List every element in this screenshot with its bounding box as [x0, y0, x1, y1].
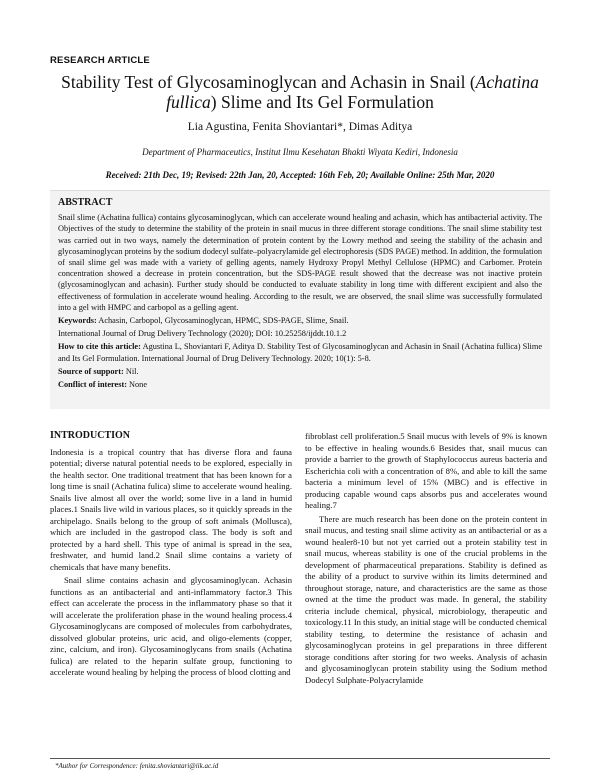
source-of-support: Source of support: Nil.: [58, 366, 139, 376]
right-column: [305, 431, 547, 688]
paper-title: [45, 72, 555, 112]
intro-paragraph: Snail slime contains achasin and glycosaminoglycan. Achasin functions as an antibacterial and anti-inflammatory factor.3 This effect can accelerate the process in the inflammatory phase so that it will accelerate the proliferation phase in the wound healing process.4 Glycosaminoglycans are composed of molecules from carbohydrates, dissolved globular proteins, uric acid, and oligo-elements (copper, zinc, calcium, and iron). Glycosaminoglycans from snails (Achatina fulica) are related to the heparin sulfate group, functioning to accelerate wound healing by helping the process of blood clotting and: [50, 575, 292, 677]
authors: Lia Agustina, Fenita Shoviantari*, Dimas Aditya: [187, 121, 413, 133]
left-column: [50, 430, 292, 681]
journal-doi: International Journal of Drug Delivery Technology (2020); DOI: 10.25258/ijddt.10.1.2: [58, 329, 347, 339]
article-type-label: RESEARCH ARTICLE: [50, 55, 150, 66]
title-part: Stability Test of Glycosaminoglycan and Achasin in Snail (: [61, 72, 476, 92]
correspondence-footnote: *Author for Correspondence: fenita.shoviantari@iik.ac.id: [55, 762, 219, 770]
abstract-body: Snail slime (Achatina fullica) contains glycosaminoglycan, which can accelerate wound healing and achasin, which has antibacterial activity. The Objectives of the study to determine the stability of the protein in snail mucus in three different storage conditions. The snail slime stability test was carried out in two ways, namely the determination of protein content by the Lowry method and seeing the stability of the achasin and glycosaminoglycan proteins by the sodium dodecyl sulfate–polyacrylamide gel electrophoresis (SDS PAGE) method. In addition, the formulation of snail slime gel was made with a variety of gelling agents, namely Hydroxy Propyl Methyl Cellulose (HPMC) and Carbomer. Protein concentration showed a decrease in protein concentration, but the SDS-PAGE result showed that the decrease was not inactive protein (glycosaminoglycan and achasin). Further study should be conducted to evaluate stability in long time with different excipient and also the effectiveness of formulation in accelerate wound healing. According to the result, we are observed, the snail slime was successfully formulated into a gel with HMPC and carbopol as a gelling agent.: [58, 213, 542, 312]
title-italic: Achatina fullica: [166, 72, 539, 112]
keywords: Keywords: Achasin, Carbopol, Glycosaminoglycan, HPMC, SDS-PAGE, Slime, Snail.: [58, 316, 349, 326]
footnote-divider: [50, 758, 550, 759]
conflict-of-interest: Conflict of interest: None: [58, 380, 148, 390]
citation: How to cite this article: Agustina L, Shoviantari F, Aditya D. Stability Test of Glycosaminoglycan and Achasin in Snail (Achatina fullica) Slime and Its Gel Formulation. International Journal of Drug Delivery Technology. 2020; 10(1): 5-8.: [58, 342, 542, 363]
intro-paragraph: There are much research has been done on the protein content in snail mucus, and testing snail slime activity as an antibacterial or as a wound healer8-10 but not yet carried out a protein stability test in snail mucus, whereas stability is one of the crucial problems in the development of pharmaceutical preparations. Stability is defined as the ability of a product to survive within its limits determined and throughout storage, nature, and characteristics are the same as those owned at the time the product was made. In general, the stability criteria include chemical, physical, microbiology, therapeutic and toxicology.11 In this study, an initial stage will be conducted chemical stability testing, to determine the resistance of achasin and glycosaminoglycan proteins in gel preparations in three different storage conditions after storing for two weeks. Analysis of achasin and glycosaminoglycan protein stability using the Sodium method Dodecyl Sulphate-Polyacrylamide: [305, 513, 547, 685]
publication-dates: Received: 21th Dec, 19; Revised: 22th Jan, 20, Accepted: 16th Feb, 20; Available Online: 25th Mar, 2020: [105, 170, 495, 180]
introduction-heading: INTRODUCTION: [50, 430, 131, 441]
affiliation: Department of Pharmaceutics, Institut Ilmu Kesehatan Bhakti Wiyata Kediri, Indonesia: [142, 147, 458, 157]
intro-paragraph: Indonesia is a tropical country that has diverse flora and fauna potential; diverse natural potential needs to be explored, especially in the health sector. One traditional treatment that has been known for a long time is snail (Achatina fulica) slime to accelerate wound healing. Snails live almost all over the world; some live in a land in humid places.1 Snails live wild in various places, so it quickly spreads in the archipelago. Snails belong to the group of soft animals (Mollusca), which are included in the gastropod class. The body is soft and protected by a hard shell. This type of animal is spread in the sea, freshwater, and humid land.2 Snail slime contains a variety of chemicals that have many benefits.: [50, 446, 292, 572]
intro-paragraph: fibroblast cell proliferation.5 Snail mucus with levels of 9% is known to be effective in healing wounds.6 Besides that, snail mucus can provide a barrier to the growth of Staphylococcus aureus bacteria and Escherichia coli with a concentration of 8%, and able to kill the same bacteria a minimum level of 15% (MBC) and is effective in producing capable wound caps absorbs pus and accelerates wound healing.7: [305, 431, 547, 510]
abstract-box: [50, 190, 550, 409]
abstract-heading: ABSTRACT: [58, 197, 113, 208]
title-part: ) Slime and Its Gel Formulation: [210, 92, 434, 112]
